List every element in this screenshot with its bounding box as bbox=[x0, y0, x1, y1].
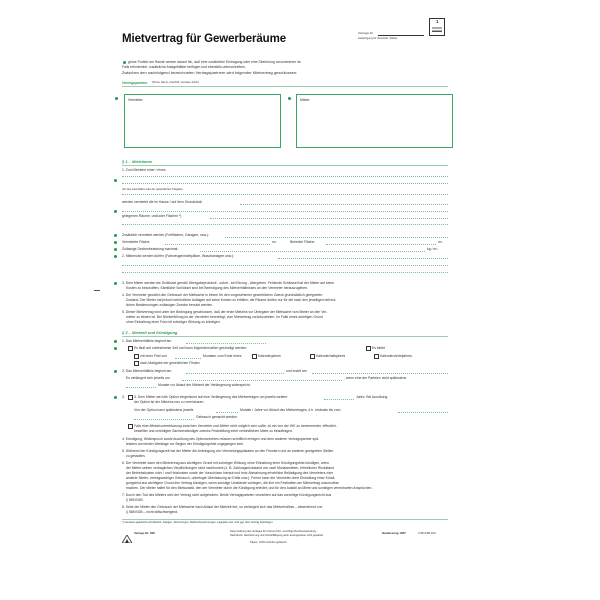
s1-line-3: gelegenen Räume, und/oder Flächen *) bbox=[122, 214, 182, 218]
s2-line-3c: der Option ist der Mietzins neu zu vereinbaren. bbox=[134, 400, 205, 404]
s2-line-6f: machen. Der Mieter haftet für den Mietausfall, den der Vermieter durch die Kündigung erleidet, und für den Ausfall an Miete und sonstigen vereinbarten Ansprüchen. bbox=[126, 486, 373, 490]
s2-line-6b: der Mieter seinen vertraglichen Verpflichtungen nicht nachkommt (z. B. Zahlungsrückstand von zwei Monatsmieten, erheblicher Rückstand bbox=[126, 466, 334, 470]
s1-line-5b-unit: m². bbox=[438, 240, 443, 244]
footer-divider bbox=[122, 519, 448, 520]
s2-line-3a: 3. Dem Mieter wird die Option eingeräumt auf eine Verlängerung des Mietvertrages um jeweils weitere bbox=[134, 395, 288, 399]
s1-p5b: mieter zu leisten ist. Bei Nichterfüllung ist der Vermieter berechtigt, vom Mietvertrag zurückzutreten. Im Falle eines wichtigen Grund bbox=[126, 315, 323, 319]
green-dot-icon bbox=[288, 97, 291, 100]
input-line[interactable] bbox=[182, 380, 342, 381]
s1-line-5b: Beheizte Fläche: bbox=[290, 240, 316, 244]
s1-p4a: 4. Der Vermieter gewährt den Gebrauch der Mietsache in einem für den vorgesehenen gewerblichen Zweck grundsätzlich geeigneten bbox=[122, 293, 323, 297]
s2-line-3e: Monate / Jahre vor Ablauf des Mietvertrages, d.h. erstmals bis zum bbox=[240, 408, 341, 412]
s2-line-3f: Gebrauch gemacht werden. bbox=[196, 415, 238, 419]
s1-p4b: Zustand. Der Mieter hat jedoch behördliche Auflagen auf seine Kosten zu erfüllen; die Räume dürfen nur für die nach den jeweiligen behörd- bbox=[126, 298, 337, 302]
s1-p3a: 3. Dem Mieter werden die Schlüssel gemäß Übergabeprotokoll - sofort - bei Einzug - übergeben. Fehlende Schlüssel hat der Mieter auf seine bbox=[122, 281, 335, 285]
green-dot-icon bbox=[114, 248, 117, 251]
input-line[interactable] bbox=[216, 412, 238, 413]
document-title: Mietvertrag für Gewerberäume bbox=[122, 33, 287, 45]
s1-line-5: Vermietete Fläche: bbox=[122, 240, 151, 244]
remains-checkbox[interactable] bbox=[366, 346, 371, 351]
copy-label: Ausfertigung für Vermieter / Mieter bbox=[358, 37, 398, 40]
page-number: 1 bbox=[436, 19, 439, 24]
fold-mark bbox=[94, 290, 100, 291]
green-dot-icon bbox=[114, 282, 117, 285]
s1-heading: § 1 – Mieträume bbox=[122, 159, 153, 164]
green-dot-icon bbox=[114, 179, 117, 182]
input-line[interactable] bbox=[278, 258, 448, 259]
input-line[interactable] bbox=[175, 358, 201, 359]
s1-p3b: Kosten zu beschaffen. Sämtliche Schlüssel sind bei Beendigung des Mietverhältnisses an den Vermieter herauszugeben. bbox=[126, 286, 309, 290]
intro-line-1: grüne Punkte am Rande weisen darauf hin, daß eine zusätzliche Eintragung oder eine Streichung vorzunehmen ist. bbox=[128, 60, 302, 64]
print-codes: 2.98 ASB 100 bbox=[418, 531, 436, 535]
s1-line-2: werden vermietet die im Hause / auf dem Grundstück bbox=[122, 200, 203, 204]
tenant-label: Mieter: bbox=[300, 98, 311, 102]
s1-line-1: 1. Zum Betriebe einer / eines bbox=[122, 168, 166, 172]
s1-line-6: Zulässige Deckenbelastung maximal: bbox=[122, 247, 179, 251]
s1-line-6-unit: kg / m². bbox=[427, 247, 439, 251]
green-dot-icon bbox=[114, 241, 117, 244]
s2-heading: § 2 – Mietzeit und Kündigung bbox=[122, 330, 178, 335]
s2-line-4a: 4. Kündigung, Widerspruch sowie Ausübung des Optionsrechtes müssen schriftlich erfolgen und dem anderen Vertragspartner spä- bbox=[122, 437, 320, 441]
publisher-logo-icon bbox=[122, 530, 132, 538]
green-dot-icon bbox=[115, 97, 118, 100]
s2-option-1: Es läuft auf unbestimmte Zeit und kann folgendermaßen gekündigt werden: bbox=[134, 346, 248, 350]
option-checkbox[interactable] bbox=[128, 395, 133, 400]
green-dot-icon bbox=[114, 255, 117, 258]
input-line[interactable] bbox=[122, 224, 448, 225]
input-line[interactable] bbox=[122, 176, 448, 177]
s2-line-1: 1. Das Mietverhältnis beginnt am bbox=[122, 339, 172, 343]
contract-no-label: Vertrags-Nr. bbox=[358, 31, 374, 35]
input-line[interactable] bbox=[398, 412, 448, 413]
s2-line-2: 2. Das Mietverhältnis beginnt am bbox=[122, 369, 172, 373]
publisher-number: Verlags-Nr. 598 bbox=[134, 531, 155, 535]
s1-p5c: ohne Einhaltung einer Frist mit sofortiger Wirkung zu kündigen. bbox=[126, 320, 221, 324]
landlord-box[interactable] bbox=[124, 94, 281, 148]
s1-p4c: lichen Bestimmungen zulässigen Zwecke benutzt werden. bbox=[126, 303, 214, 307]
contract-no-line bbox=[378, 35, 424, 36]
s2-line-3g: Falls eine Mietzinsvereinbarung zwischen Vermieter und Mieter nicht möglich sein sollte, ist ein von der IHK zu benennender, öffentlich- bbox=[134, 424, 338, 428]
footer-disclaimer-2: Nachdruck, Nachahmung und Vervielfältigung auch auszugsweise nicht gestattet. bbox=[230, 534, 324, 537]
barcode-icon bbox=[432, 27, 442, 32]
input-line[interactable] bbox=[200, 251, 425, 252]
input-line[interactable] bbox=[122, 211, 448, 212]
input-line[interactable] bbox=[122, 194, 448, 195]
s2-line-7b: § 569 BGB. bbox=[126, 498, 144, 502]
s2-line-6d: anderer Mieter, vertragswidriger Gebrauch, unbefugte Überlassung an Dritte usw.). Ferner kann der Vermieter ohne Einhaltung einer Kündi- bbox=[126, 476, 336, 480]
s2-line-3d: Von der Option kann spätestens jeweils bbox=[134, 408, 194, 412]
s2-heading-line bbox=[122, 336, 448, 337]
s2-line-2d: , wenn eine der Parteien nicht spätestens bbox=[344, 376, 407, 380]
green-dot-icon bbox=[114, 396, 117, 399]
intro-line-3: Zwischen den nachfolgend bezeichneten Vertragspartnern wird folgender Mietvertrag geschlossen: bbox=[122, 70, 298, 75]
s2-line-5b: zu gestatten. bbox=[126, 454, 146, 458]
s2-line-2e: Monate vor Ablauf der Mietzeit der Verlängerung widerspricht. bbox=[158, 383, 251, 387]
input-line[interactable] bbox=[326, 244, 436, 245]
green-dot-icon bbox=[114, 347, 117, 350]
s1-line-7: 2. Mitbenutzt werden dürfen (Fahrzeugeinstellplätze, Waschanlagen usw.): bbox=[122, 254, 235, 258]
s2-line-4b: testens am letzten Werktage vor Beginn der Kündigungsfrist zugegangen sein. bbox=[126, 442, 244, 446]
s2-option-3: nach Maßgabe der gesetzlichen Fristen. bbox=[140, 361, 201, 365]
calendar-half-year-checkbox[interactable] bbox=[310, 354, 315, 359]
input-line[interactable] bbox=[186, 343, 266, 344]
parties-heading-line bbox=[122, 86, 448, 87]
input-line[interactable] bbox=[186, 373, 284, 374]
input-line[interactable] bbox=[312, 373, 448, 374]
s2-option-2e: Kalendervierteljahres. bbox=[380, 354, 413, 358]
s2-line-6a: 6. Der Vermieter kann den Mietvertrag aus wichtigem Grund mit sofortiger Wirkung ohne Einhaltung einer Kündigungsfrist kündigen, wenn bbox=[122, 461, 330, 465]
statutory-periods-checkbox[interactable] bbox=[134, 361, 139, 366]
notice-period-checkbox[interactable] bbox=[134, 354, 139, 359]
input-line[interactable] bbox=[122, 265, 448, 266]
s2-line-3-num: 3. bbox=[122, 395, 125, 399]
s1-line-1-note: (Art des Geschäftes oder der gewerblichen Tätigkeit) bbox=[122, 188, 183, 191]
input-line[interactable] bbox=[210, 218, 448, 219]
green-dot-icon bbox=[114, 234, 117, 237]
footer-disclaimer-1: Keine Haftung des Verlages für Irrtümer bzw. unrichtige Rechtsanwendung. bbox=[230, 530, 317, 533]
s1-heading-line bbox=[122, 165, 448, 166]
expert-checkbox[interactable] bbox=[128, 424, 133, 429]
input-line[interactable] bbox=[225, 237, 448, 238]
footer-note: *) Genaue Lageskizze erforderlich, Anlagen, Zeichnungen, Flächenberechnungen, Lageplan usw. sind ggf. dem Vertrag beizufügen. bbox=[122, 521, 274, 524]
s1-line-5-unit: m². bbox=[272, 240, 277, 244]
s1-p5a: 5. Dieser Mietvertrag wird unter der Bedingung geschlossen, daß der erste Mietzins vor Übergabe der Mietsache vom Mieter an den Ver- bbox=[122, 310, 328, 314]
calendar-year-checkbox[interactable] bbox=[252, 354, 257, 359]
input-line[interactable] bbox=[122, 183, 448, 184]
s2-option-1b: Es bleibt bbox=[372, 346, 386, 350]
parties-heading-note: (Firma, Name, Anschrift, vertreten durch) bbox=[152, 81, 199, 84]
document-page bbox=[100, 8, 462, 596]
page-number-box bbox=[429, 18, 445, 36]
s2-line-8a: 8. Setzt der Mieter den Gebrauch der Mietsache nach Ablauf der Mietzeit fort, so verlängert sich das Mietverhältnis – abweichend von bbox=[122, 505, 323, 509]
edition: Neufassung 1997 bbox=[382, 531, 406, 535]
s2-line-8b: § 568 BGB – nicht stillschweigend. bbox=[126, 510, 179, 514]
input-line[interactable] bbox=[126, 387, 156, 388]
s2-option-2c: Kalenderjahres bbox=[258, 354, 281, 358]
paper-note: Papier: 100% chlorfrei gebleicht bbox=[250, 541, 287, 544]
green-dot-icon bbox=[123, 61, 126, 64]
s2-option-2b: Monaten zum Ende eines bbox=[203, 354, 242, 358]
input-line[interactable] bbox=[240, 204, 448, 205]
green-dot-icon bbox=[114, 370, 117, 373]
tenant-box[interactable] bbox=[296, 94, 453, 148]
s2-line-3b: Jahre. Bei Ausübung bbox=[356, 395, 388, 399]
s2-line-7a: 7. Durch den Tod des Mieters wird der Vertrag nicht aufgehoben. Beide Vertragsparteien verzichten auf das vorzeitige Kündigungsrecht aus bbox=[122, 493, 332, 497]
unlimited-term-checkbox[interactable] bbox=[128, 346, 133, 351]
input-line[interactable] bbox=[122, 272, 448, 273]
calendar-quarter-checkbox[interactable] bbox=[374, 354, 379, 359]
s2-line-5a: 5. Während der Kündigungszeit hat der Mieter die Anbringung von Vermietungsplakaten an den Fenstern und an anderen geeigneten Stellen bbox=[122, 449, 334, 453]
s2-line-6c: der Betriebskosten oder / und Heizkosten sowie der Vorschüsse hierauf und trotz Abmahnung erhebliche Belästigung des Vermieters oder bbox=[126, 471, 334, 475]
input-line[interactable] bbox=[165, 244, 270, 245]
parties-heading: Vertragspartner bbox=[122, 81, 148, 85]
s2-line-3h: bestellter und vereidigter Sachverständiger zwecks Feststellung einer verbindlichen Miete zu beauftragen. bbox=[134, 429, 293, 433]
s2-line-6e: gungsfrist aus wichtigem Grund den Vertrag kündigen, wenn sonstige Umstände vorliegen, die ihm ein Festhalten am Mietvertrag unzumutbar bbox=[126, 481, 339, 485]
s2-line-2c: Es verlängert sich jeweils um bbox=[126, 376, 170, 380]
input-line[interactable] bbox=[134, 419, 194, 420]
input-line[interactable] bbox=[324, 399, 354, 400]
s2-option-2a: mit einer Frist von bbox=[140, 354, 167, 358]
green-dot-icon bbox=[114, 340, 117, 343]
s1-line-4: Zusätzlich vermietet werden (Freiflächen, Garagen, usw.): bbox=[122, 233, 209, 237]
s2-line-2b: und endet am bbox=[286, 369, 307, 373]
intro-line-2: Falls erforderlich, zusätzliche Anlageblätter beifügen und ebenfalls unterschreiben. bbox=[122, 65, 246, 69]
landlord-label: Vermieter: bbox=[128, 98, 144, 102]
s2-option-2d: Kalenderhalbjahres bbox=[316, 354, 346, 358]
green-dot-icon bbox=[114, 210, 117, 213]
